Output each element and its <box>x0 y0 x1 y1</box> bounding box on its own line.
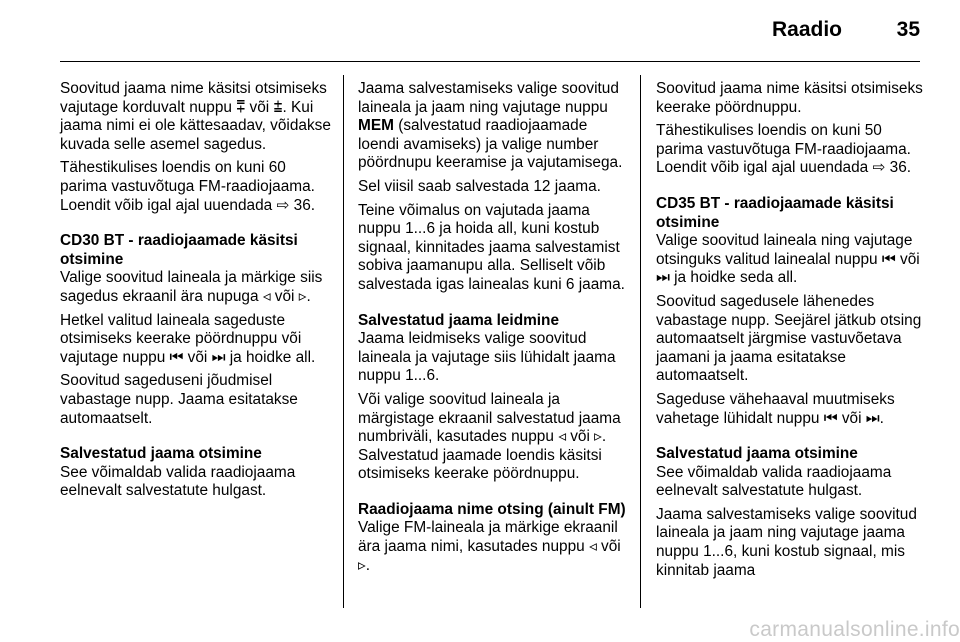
paragraph: Soovitud jaama nime käsitsi otsimiseks vajutage korduvalt nuppu ⩱ või ⩲. Kui jaama nimi ei ole kättesaadav, võidakse kuvada selle asemel sagedus. <box>60 80 331 153</box>
paragraph: Soovitud jaama nime käsitsi otsimiseks keerake pöördnuppu. <box>656 80 923 116</box>
paragraph: Jaama leidmiseks valige soovitud laineala ja vajutage siis lühidalt jaama nuppu 1...6. <box>358 330 616 385</box>
mem-button-label: MEM <box>358 117 394 135</box>
text-run: Jaama salvestamiseks valige soovitud laineala ja jaam ning vajutage nuppu <box>358 80 619 116</box>
paragraph <box>358 80 626 173</box>
paragraph: Tähestikulises loendis on kuni 60 parima vastuvõtuga FM-raadiojaama. Loendit võib igal ajal uuendada ⇨ 36. <box>60 159 316 214</box>
column-1 <box>60 80 332 506</box>
paragraph: Valige FM-laineala ja märkige ekraanil ära jaama nimi, kasutades nuppu ◃ või ▹. <box>358 519 621 574</box>
paragraph: Teine võimalus on vajutada jaama nuppu 1...6 ja hoida all, kuni kostub signaal, kinnitades jaama salvestamist sobiva jaamanupu alla. Selliselt võib salvestada igas lainealas kuni 6 jaama. <box>358 201 625 293</box>
column-3 <box>656 80 924 585</box>
section-heading: Salvestatud jaama otsimine <box>656 445 858 463</box>
page-header <box>0 0 960 62</box>
paragraph: Või valige soovitud laineala ja märgistage ekraanil salvestatud jaama numbriväli, kasutades nuppu ◃ või ▹. Salvestatud jaamade loendis käsitsi otsimiseks keerake pöördnuppu. <box>358 390 621 483</box>
paragraph: Valige soovitud laineala ja märkige siis sagedus ekraanil ära nupuga ◃ või ▹. <box>60 269 323 305</box>
section-heading: Raadiojaama nime otsing (ainult FM) <box>358 500 626 518</box>
paragraph: Sageduse vähehaaval muutmiseks vahetage lühidalt nuppu ⏮ või ⏭. <box>656 390 895 427</box>
section-title: Raadio <box>771 18 842 41</box>
paragraph: Soovitud sagedusele lähenedes vabastage nupp. Seejärel jätkub otsing automaatselt järgmise vastuvõetava jaamani ja jaama esitatakse automaatselt. <box>656 292 922 385</box>
column-divider <box>343 75 344 608</box>
watermark: carmanualsonline.info <box>749 618 960 641</box>
text-run: (salvestatud raadiojaamade loendi avamiseks) ja valige number pöördnupu keeramise ja vajutamisega. <box>358 117 623 172</box>
column-2 <box>358 80 626 580</box>
paragraph: Soovitud sageduseni jõudmisel vabastage nupp. Jaama esitatakse automaatselt. <box>60 372 298 427</box>
paragraph: Hetkel valitud laineala sageduste otsimiseks keerake pöördnuppu või vajutage nuppu ⏮ või ⏭ ja hoidke all. <box>60 311 316 366</box>
section-heading: CD30 BT - raadiojaamade käsitsi otsimine <box>60 232 298 268</box>
paragraph: Sel viisil saab salvestada 12 jaama. <box>358 177 601 195</box>
paragraph: See võimaldab valida raadiojaama eelnevalt salvestatute hulgast. <box>656 463 892 500</box>
paragraph: Valige soovitud laineala ning vajutage otsinguks valitud lainealal nuppu ⏮ või ⏭ ja hoidke seda all. <box>656 232 920 287</box>
column-divider <box>640 75 641 608</box>
section-heading: Salvestatud jaama otsimine <box>60 445 262 463</box>
header-rule <box>60 61 920 62</box>
paragraph: Jaama salvestamiseks valige soovitud laineala ja jaam ning vajutage jaama nuppu 1...6, kuni kostub signaal, mis kinnitab jaama <box>656 505 917 579</box>
paragraph: Tähestikulises loendis on kuni 50 parima vastuvõtuga FM-raadiojaama. Loendit võib igal ajal uuendada ⇨ 36. <box>656 122 912 177</box>
section-heading: Salvestatud jaama leidmine <box>358 311 560 329</box>
section-heading: CD35 BT - raadiojaamade käsitsi otsimine <box>656 194 894 231</box>
page-number: 35 <box>896 18 920 41</box>
paragraph: See võimaldab valida raadiojaama eelnevalt salvestatute hulgast. <box>60 463 296 500</box>
